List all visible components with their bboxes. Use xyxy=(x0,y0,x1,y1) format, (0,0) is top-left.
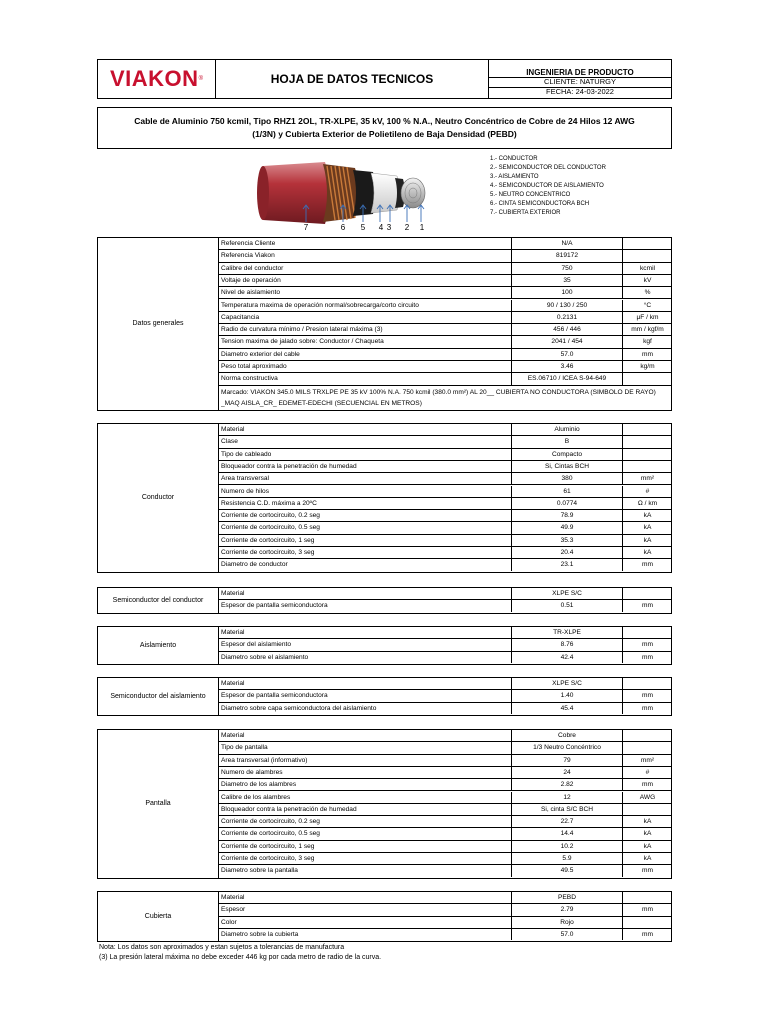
spec-unit: kcmil xyxy=(622,263,672,274)
spec-unit xyxy=(622,250,672,261)
section-cubierta xyxy=(97,891,672,942)
section-label: Conductor xyxy=(98,424,219,572)
spec-label: Material xyxy=(221,426,245,433)
spec-value: 57.0 xyxy=(511,929,622,940)
spec-unit xyxy=(622,804,672,815)
spec-row xyxy=(219,853,671,865)
spec-label: Corriente de cortocircuito, 0.2 seg xyxy=(221,818,320,826)
spec-value: 35 xyxy=(511,275,622,286)
spec-row xyxy=(219,917,671,929)
spec-unit: mm / kgf/m xyxy=(622,324,672,335)
callout-number: 4 xyxy=(378,223,384,232)
spec-unit: # xyxy=(622,486,672,497)
spec-row xyxy=(219,373,671,385)
spec-row xyxy=(219,588,671,600)
spec-unit: mm² xyxy=(622,473,672,484)
client-label: CLIENTE: NATURGY xyxy=(544,77,616,86)
section-conductor xyxy=(97,423,672,573)
spec-row xyxy=(219,535,671,547)
spec-row xyxy=(219,865,671,876)
spec-label: Bloqueador contra la penetración de humedad xyxy=(221,462,357,470)
section-label: Cubierta xyxy=(98,892,219,941)
spec-row xyxy=(219,828,671,840)
section-aislamiento xyxy=(97,626,672,665)
spec-value: 79 xyxy=(511,755,622,766)
spec-row xyxy=(219,336,671,348)
spec-value: 49.5 xyxy=(511,865,622,876)
spec-unit: mm xyxy=(622,639,672,650)
spec-row xyxy=(219,742,671,754)
spec-label: Diametro exterior del cable xyxy=(221,350,300,358)
spec-row xyxy=(219,238,671,250)
spec-row xyxy=(219,892,671,904)
spec-label: Referencia Viakon xyxy=(221,252,275,260)
spec-value: 14.4 xyxy=(511,828,622,839)
spec-label: Corriente de cortocircuito, 3 seg xyxy=(221,549,315,556)
spec-value: 1.40 xyxy=(511,690,622,701)
spec-unit: # xyxy=(622,767,672,778)
spec-label: Espesor del aislamiento xyxy=(221,641,292,649)
spec-unit: mm xyxy=(622,349,672,360)
spec-value: 5.9 xyxy=(511,853,622,864)
spec-row xyxy=(219,250,671,262)
spec-label: Corriente de cortocircuito, 3 seg xyxy=(221,855,315,862)
legend-item: 2.- SEMICONDUCTOR DEL CONDUCTOR xyxy=(490,165,606,171)
spec-row xyxy=(219,627,671,639)
spec-label: Material xyxy=(221,629,245,636)
spec-row xyxy=(219,690,671,702)
spec-label: Diametro de los alambres xyxy=(221,781,297,789)
callout-number: 6 xyxy=(340,223,346,232)
department-label: INGENIERIA DE PRODUCTO xyxy=(526,68,634,77)
section-label: Aislamiento xyxy=(98,627,219,664)
spec-value: B xyxy=(511,436,622,447)
callout-number: 3 xyxy=(386,223,392,232)
logo-cell xyxy=(98,60,216,98)
spec-label: Diametro sobre la pantalla xyxy=(221,867,298,875)
jacket-end xyxy=(257,166,269,220)
spec-value: 35.3 xyxy=(511,535,622,546)
spec-label: Diametro de conductor xyxy=(221,561,288,569)
spec-value: N/A xyxy=(511,238,622,249)
spec-value: Cobre xyxy=(511,730,622,741)
spec-unit: kA xyxy=(622,841,672,852)
spec-label: Corriente de cortocircuito, 0.2 seg xyxy=(221,512,320,520)
spec-unit xyxy=(622,436,672,447)
header xyxy=(97,59,672,99)
spec-value: 2.79 xyxy=(511,904,622,915)
spec-value: 2.82 xyxy=(511,779,622,790)
spec-value: 750 xyxy=(511,263,622,274)
spec-value: 20.4 xyxy=(511,547,622,558)
spec-label: Material xyxy=(221,590,245,597)
spec-label: Bloqueador contra la penetración de humedad xyxy=(221,805,357,813)
callout-number: 2 xyxy=(404,223,410,232)
spec-label: Espesor de pantalla semiconductora xyxy=(221,602,328,610)
spec-label: Material xyxy=(221,680,245,687)
spec-value: 456 / 446 xyxy=(511,324,622,335)
spec-unit xyxy=(622,917,672,928)
spec-label: Tipo de pantalla xyxy=(221,744,268,752)
spec-label: Diametro sobre el aislamiento xyxy=(221,653,309,661)
spec-unit: kA xyxy=(622,853,672,864)
spec-label: Corriente de cortocircuito, 0.5 seg xyxy=(221,524,320,532)
section-semiconductor-del-aislamiento xyxy=(97,677,672,716)
spec-value: 78.9 xyxy=(511,510,622,521)
spec-row xyxy=(219,559,671,570)
spec-value: 3.46 xyxy=(511,361,622,372)
spec-row xyxy=(219,275,671,287)
spec-unit xyxy=(622,238,672,249)
spec-label: Diametro sobre la cubierta xyxy=(221,930,299,938)
spec-row xyxy=(219,804,671,816)
spec-label: Espesor de pantalla semiconductora xyxy=(221,692,328,700)
spec-label: Corriente de cortocircuito, 1 seg xyxy=(221,536,315,544)
legend-item: 4.- SEMICONDUCTOR DE AISLAMIENTO xyxy=(490,183,604,189)
spec-value: 0.51 xyxy=(511,600,622,611)
legend-item: 3.- AISLAMIENTO xyxy=(490,174,539,180)
spec-row xyxy=(219,767,671,779)
spec-unit: kA xyxy=(622,522,672,533)
legend-item: 6.- CINTA SEMICONDUCTORA BCH xyxy=(490,201,590,207)
product-description-text: Cable de Aluminio 750 kcmil, Tipo RHZ1 2OL, TR-XLPE, 35 kV, 100 % N.A., Neutro Concéntrico de Cobre de 24 Hilos 12 AWG (1/3N) y Cubierta Exterior de Polietileno de Baja Densidad (PEBD) xyxy=(134,116,635,139)
spec-row xyxy=(219,386,671,409)
spec-value: 2041 / 454 xyxy=(511,336,622,347)
spec-row xyxy=(219,522,671,534)
spec-label: Temperatura maxima de operación normal/sobrecarga/corto circuito xyxy=(221,301,419,309)
spec-value: 90 / 130 / 250 xyxy=(511,300,622,311)
spec-value: 100 xyxy=(511,287,622,298)
callout-number: 1 xyxy=(419,223,425,232)
spec-value: Si, Cintas BCH xyxy=(511,461,622,472)
section-pantalla xyxy=(97,729,672,879)
spec-label: Norma constructiva xyxy=(221,375,278,383)
spec-label: Tipo de cableado xyxy=(221,450,272,458)
note-line: (3) La presión lateral máxima no debe exceder 446 kg por cada metro de radio de la curva. xyxy=(99,954,382,961)
spec-value: 61 xyxy=(511,486,622,497)
spec-label: Capacitancia xyxy=(221,313,260,321)
section-datos-generales xyxy=(97,237,672,411)
spec-row xyxy=(219,324,671,336)
callout-arrows xyxy=(295,203,430,223)
spec-row xyxy=(219,486,671,498)
spec-row xyxy=(219,792,671,804)
spec-unit: mm xyxy=(622,703,672,714)
spec-row xyxy=(219,600,671,611)
date-label: FECHA: 24-03-2022 xyxy=(546,87,614,96)
spec-value: 42.4 xyxy=(511,652,622,663)
spec-value: Si, cinta S/C BCH xyxy=(511,804,622,815)
legend-item: 1.- CONDUCTOR xyxy=(490,156,538,162)
spec-value: Rojo xyxy=(511,917,622,928)
spec-row xyxy=(219,312,671,324)
spec-row xyxy=(219,510,671,522)
spec-unit: mm xyxy=(622,559,672,570)
spec-unit xyxy=(622,373,672,384)
spec-unit: mm² xyxy=(622,755,672,766)
legend-item: 7.- CUBIERTA EXTERIOR xyxy=(490,210,561,216)
spec-unit: mm xyxy=(622,600,672,611)
section-label: Datos generales xyxy=(98,238,219,410)
spec-label: Tension maxima de jalado sobre: Conductor / Chaqueta xyxy=(221,338,384,346)
viakon-logo: VIAKON xyxy=(110,66,199,91)
note-line: Nota: Los datos son aproximados y estan sujetos a tolerancias de manufactura xyxy=(99,944,345,951)
spec-unit: Ω / km xyxy=(622,498,672,509)
spec-row xyxy=(219,449,671,461)
spec-unit: mm xyxy=(622,929,672,940)
spec-row xyxy=(219,461,671,473)
spec-value: 57.0 xyxy=(511,349,622,360)
spec-unit xyxy=(622,461,672,472)
notes xyxy=(99,943,659,963)
spec-value: PEBD xyxy=(511,892,622,903)
spec-label: Corriente de cortocircuito, 0.5 seg xyxy=(221,830,320,838)
spec-row xyxy=(219,263,671,275)
spec-label: Color xyxy=(221,918,237,926)
spec-row xyxy=(219,300,671,312)
spec-value: XLPE S/C xyxy=(511,678,622,689)
spec-label: Diametro sobre capa semiconductora del aislamiento xyxy=(221,704,377,712)
spec-unit: μF / km xyxy=(622,312,672,323)
spec-value: 12 xyxy=(511,792,622,803)
spec-row xyxy=(219,424,671,436)
spec-label: Peso total aproximado xyxy=(221,363,287,370)
spec-value: TR-XLPE xyxy=(511,627,622,638)
spec-value: 45.4 xyxy=(511,703,622,714)
spec-value: 819172 xyxy=(511,250,622,261)
spec-value: 10.2 xyxy=(511,841,622,852)
spec-unit: % xyxy=(622,287,672,298)
spec-value: Aluminio xyxy=(511,424,622,435)
spec-value: 1/3 Neutro Concéntrico xyxy=(511,742,622,753)
spec-unit xyxy=(622,424,672,435)
product-description xyxy=(97,107,672,149)
spec-row xyxy=(219,473,671,485)
spec-row xyxy=(219,349,671,361)
spec-unit: mm xyxy=(622,779,672,790)
spec-label: Numero de hilos xyxy=(221,487,270,495)
spec-unit xyxy=(622,892,672,903)
document-title: HOJA DE DATOS TECNICOS xyxy=(216,60,489,98)
spec-row xyxy=(219,652,671,663)
spec-unit: kV xyxy=(622,275,672,286)
spec-label: Calibre de los alambres xyxy=(221,793,291,801)
spec-row xyxy=(219,929,671,940)
spec-row xyxy=(219,730,671,742)
spec-unit xyxy=(622,588,672,599)
spec-unit xyxy=(622,449,672,460)
spec-row xyxy=(219,779,671,791)
spec-value: 23.1 xyxy=(511,559,622,570)
spec-unit: mm xyxy=(622,690,672,701)
spec-label: Referencia Cliente xyxy=(221,240,276,247)
section-semiconductor-del-conductor xyxy=(97,587,672,614)
callout-number: 5 xyxy=(360,223,366,232)
spec-label: Area transversal (informativo) xyxy=(221,756,308,764)
spec-row xyxy=(219,361,671,373)
callout-number: 7 xyxy=(303,223,309,232)
spec-unit: mm xyxy=(622,652,672,663)
spec-label: Material xyxy=(221,732,245,739)
spec-label: Resistencia C.D. máxima a 20ºC xyxy=(221,499,317,507)
spec-row xyxy=(219,678,671,690)
spec-label: Area transversal xyxy=(221,475,270,483)
spec-label: Nivel de aislamiento xyxy=(221,289,281,297)
section-label: Semiconductor del conductor xyxy=(98,588,219,613)
spec-unit: kA xyxy=(622,547,672,558)
spec-row xyxy=(219,639,671,651)
spec-label: Corriente de cortocircuito, 1 seg xyxy=(221,842,315,850)
spec-value: ES.06710 / ICEA S-94-649 xyxy=(511,373,622,384)
spec-unit: kgf xyxy=(622,336,672,347)
spec-row xyxy=(219,816,671,828)
spec-unit: kA xyxy=(622,535,672,546)
spec-row xyxy=(219,498,671,510)
spec-unit: kg/m xyxy=(622,361,672,372)
spec-value: 49.9 xyxy=(511,522,622,533)
spec-unit: °C xyxy=(622,300,672,311)
spec-unit: kA xyxy=(622,828,672,839)
spec-row xyxy=(219,755,671,767)
spec-row xyxy=(219,841,671,853)
spec-value: 0.2131 xyxy=(511,312,622,323)
spec-unit: kA xyxy=(622,510,672,521)
spec-unit xyxy=(622,730,672,741)
spec-row xyxy=(219,904,671,916)
legend-item: 5.- NEUTRO CONCENTRICO xyxy=(490,192,571,198)
spec-row xyxy=(219,436,671,448)
spec-unit xyxy=(622,742,672,753)
spec-label: Radio de curvatura mínimo / Presion lateral máxima (3) xyxy=(221,326,383,334)
spec-row xyxy=(219,703,671,714)
spec-label: Marcado: VIAKON 345.0 MILS TRXLPE PE 35 kV 100% N.A. 750 kcmil (380.0 mm²) AL 20__ CUBIERTA NO CONDUCTORA (SIMBOLO DE RAYO) _MAQ AISLA_CR_ EDEMET-EDECHI (SECUENCIAL EN METROS) xyxy=(221,388,656,407)
spec-label: Clase xyxy=(221,438,238,446)
spec-unit: kA xyxy=(622,816,672,827)
spec-label: Espesor xyxy=(221,906,246,914)
spec-unit xyxy=(622,678,672,689)
spec-unit: mm xyxy=(622,865,672,876)
spec-value: 0.0774 xyxy=(511,498,622,509)
spec-value: XLPE S/C xyxy=(511,588,622,599)
section-label: Semiconductor del aislamiento xyxy=(98,678,219,715)
spec-label: Material xyxy=(221,894,245,901)
spec-row xyxy=(219,287,671,299)
spec-unit: mm xyxy=(622,904,672,915)
spec-value: 22.7 xyxy=(511,816,622,827)
spec-value: 24 xyxy=(511,767,622,778)
spec-label: Voltaje de operación xyxy=(221,276,281,284)
spec-value: 380 xyxy=(511,473,622,484)
spec-label: Numero de alambres xyxy=(221,768,283,776)
spec-label: Calibre del conductor xyxy=(221,264,284,272)
spec-value: Compacto xyxy=(511,449,622,460)
spec-unit xyxy=(622,627,672,638)
section-label: Pantalla xyxy=(98,730,219,878)
spec-value: 8.76 xyxy=(511,639,622,650)
registered-mark: ® xyxy=(198,76,203,82)
info-cell xyxy=(489,60,671,98)
spec-row xyxy=(219,547,671,559)
spec-unit: AWG xyxy=(622,792,672,803)
